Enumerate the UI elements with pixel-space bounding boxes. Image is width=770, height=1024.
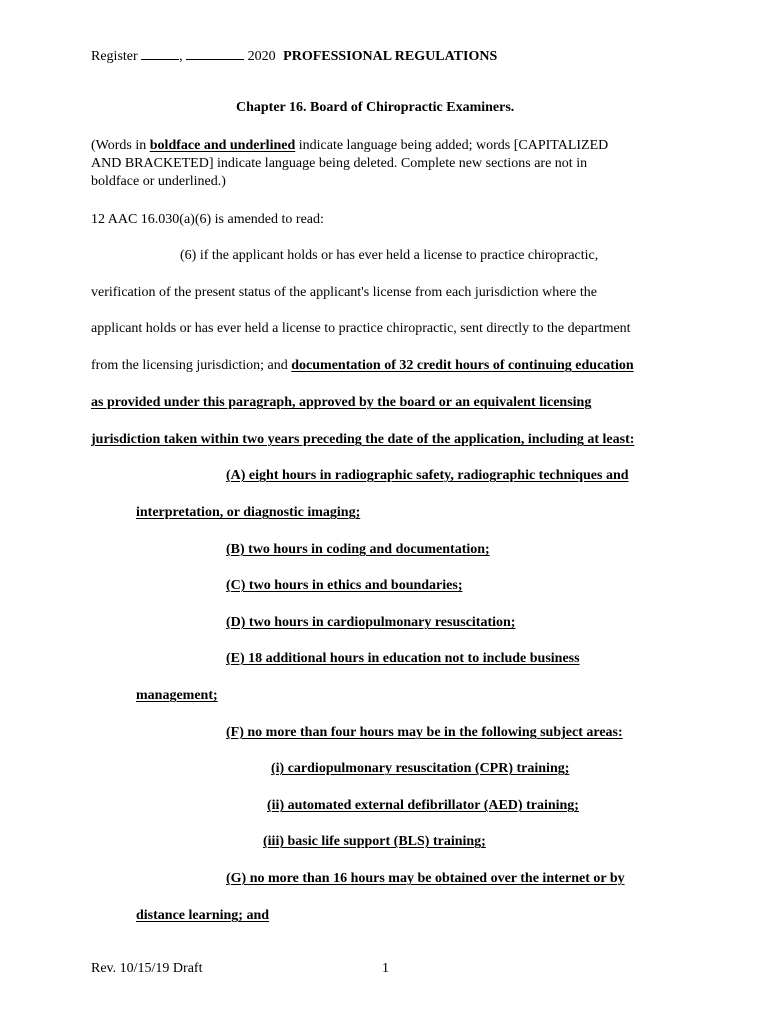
body-line-2: verification of the present status of the applicant's license from each jurisdiction where the <box>91 285 597 300</box>
item-e-line-2: management; <box>136 688 218 703</box>
item-b: (B) two hours in coding and documentation; <box>226 542 490 557</box>
body-line-4 <box>91 357 634 375</box>
item-g-line-2: distance learning; and <box>136 908 270 923</box>
footer-page-number: 1 <box>382 961 389 976</box>
item-d: (D) two hours in cardiopulmonary resuscitation; <box>226 615 516 630</box>
footer-revision: Rev. 10/15/19 Draft <box>91 961 203 976</box>
page-header <box>91 47 497 66</box>
header-year: 2020 <box>247 49 276 64</box>
body-line-5: as provided under this paragraph, approved by the board or an equivalent licensing <box>91 395 592 410</box>
item-f-ii: (ii) automated external defibrillator (AED) training; <box>267 798 579 813</box>
register-blank-month <box>141 47 179 60</box>
item-c: (C) two hours in ethics and boundaries; <box>226 578 463 593</box>
body-line-1: (6) if the applicant holds or has ever held a license to practice chiropractic, <box>180 248 599 263</box>
item-g-line-1: (G) no more than 16 hours may be obtained over the internet or by <box>226 871 625 886</box>
item-e-line-1: (E) 18 additional hours in education not to include business <box>226 651 580 666</box>
legend-line-1 <box>91 137 608 155</box>
legend-line-2: AND BRACKETED] indicate language being deleted. Complete new sections are not in <box>91 156 588 171</box>
item-a-line-1: (A) eight hours in radiographic safety, radiographic techniques and <box>226 468 629 483</box>
item-f: (F) no more than four hours may be in the following subject areas: <box>226 725 623 740</box>
body-line-4-added: documentation of 32 credit hours of continuing education <box>291 358 634 373</box>
body-line-4-plain: from the licensing jurisdiction; and <box>91 358 292 373</box>
header-title: PROFESSIONAL REGULATIONS <box>283 49 498 64</box>
chapter-title: Chapter 16. Board of Chiropractic Examiners. <box>236 100 515 115</box>
legend-text-1: (Words in <box>91 138 150 153</box>
register-label: Register <box>91 49 138 64</box>
item-a-line-2: interpretation, or diagnostic imaging; <box>136 505 361 520</box>
item-f-i: (i) cardiopulmonary resuscitation (CPR) training; <box>271 761 570 776</box>
item-f-iii: (iii) basic life support (BLS) training; <box>263 834 486 849</box>
body-line-6: jurisdiction taken within two years preceding the date of the application, including at least: <box>91 432 635 447</box>
legend-text-2: indicate language being added; words [CAPITALIZED <box>295 138 609 153</box>
body-line-3: applicant holds or has ever held a license to practice chiropractic, sent directly to the department <box>91 321 631 336</box>
legend-bold-underlined: boldface and underlined <box>149 138 296 153</box>
header-comma: , <box>179 49 183 64</box>
legend-line-3: boldface or underlined.) <box>91 174 226 189</box>
register-blank-day <box>186 47 244 60</box>
amend-statement: 12 AAC 16.030(a)(6) is amended to read: <box>91 212 324 227</box>
